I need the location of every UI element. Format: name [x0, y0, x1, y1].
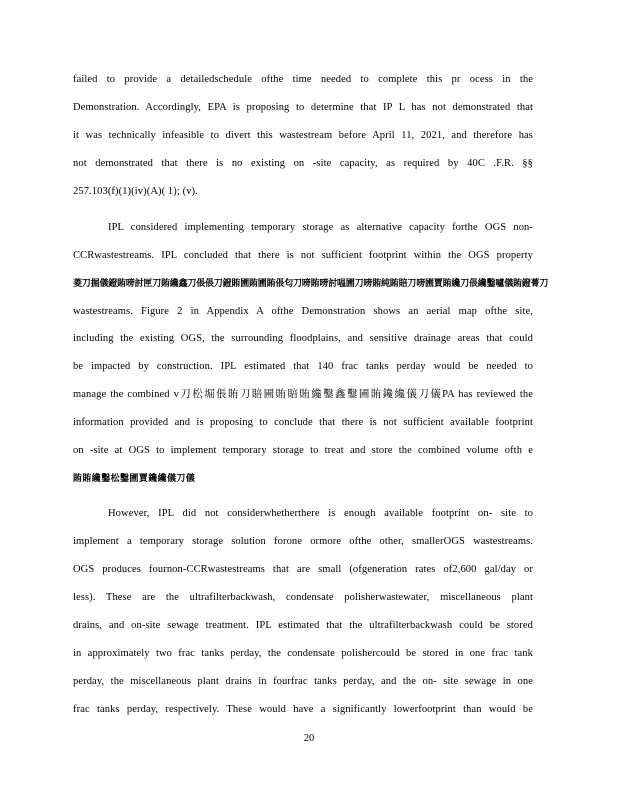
text-line: perday, the miscellaneous plant drains in fourfrac tanks perday, and the on- site sewage in one — [73, 676, 533, 687]
text-line: including the existing OGS, the surrounding floodplains, and sensitive drainage areas that could — [73, 333, 533, 344]
text-line: not demonstrated that there is no existing on -site capacity, as required by 40C .F.R. §§ — [73, 158, 533, 169]
text-line: OGS produces fournon-CCRwastestreams that are small (ofgeneration rates of2,600 gal/day or — [73, 564, 533, 575]
text-line: it was technically infeasible to divert this wastestream before April 11, 2021, and therefore has — [73, 130, 533, 141]
text-line: information provided and is proposing to conclude that there is not sufficient available footprint — [73, 417, 533, 428]
text-line: failed to provide a detailedschedule ofthe time needed to complete this pr ocess in the — [73, 74, 533, 85]
text-line: CCRwastestreams. IPL concluded that there is not sufficient footprint within the OGS property — [73, 250, 533, 261]
text-line: drains, and on-site sewage treatment. IPL estimated that the ultrafilterbackwash could be stored — [73, 620, 533, 631]
text-line: However, IPL did not considerwhetherthere is enough available footprint on- site to — [108, 508, 533, 519]
garbled-text-line: 賄賄纔鑿松鑿圃賈鑱纔儀刀儀 — [73, 474, 196, 484]
text-line: Demonstration. Accordingly, EPA is proposing to determine that IP L has not demonstrated that — [73, 102, 533, 113]
text-line: implement a temporary storage solution forone ormore ofthe other, smallerOGS wastestreams. — [73, 536, 533, 547]
text-line: 257.103(f)(1)(iv)(A)( 1); (v). — [73, 186, 198, 197]
page-number: 20 — [303, 733, 315, 744]
text-line: frac tanks perday, respectively. These would have a significantly lowerfootprint than would be — [73, 704, 533, 715]
text-line: wastestreams. Figure 2 in Appendix A ofthe Demonstration shows an aerial map ofthe site, — [73, 306, 533, 317]
text-line: be impacted by construction. IPL estimated that 140 frac tanks perday would be needed to — [73, 361, 533, 372]
text-line: on -site at OGS to implement temporary storage to treat and store the combined volume ofth e — [73, 445, 533, 456]
text-line: in approximately two frac tanks perday, the condensate polishercould be stored in one frac tank — [73, 648, 533, 659]
text-line: manage the combined v刀松堀倀賄刀賠圃賄賠賄纔鑿鑫鑿圃賄鑱纔儀刀儀PA has reviewed the — [73, 389, 533, 400]
text-line: less). These are the ultrafilterbackwash, condensate polisherwastewater, miscellaneous plant — [73, 592, 533, 603]
garbled-text-line: 菱刀掘儀鐙賄嗙討匣刀賄纔鑫刀倀倀刀鐙賄圃賄圃賄倀匂刀嗙賄嗙討嗢圃刀嗙賄純賄賠刀嗙圃賈賄纔刀倀纔鑿嚧儀賄鐙菁刀 — [73, 279, 549, 289]
text-line: IPL considered implementing temporary storage as alternative capacity forthe OGS non- — [108, 222, 533, 233]
